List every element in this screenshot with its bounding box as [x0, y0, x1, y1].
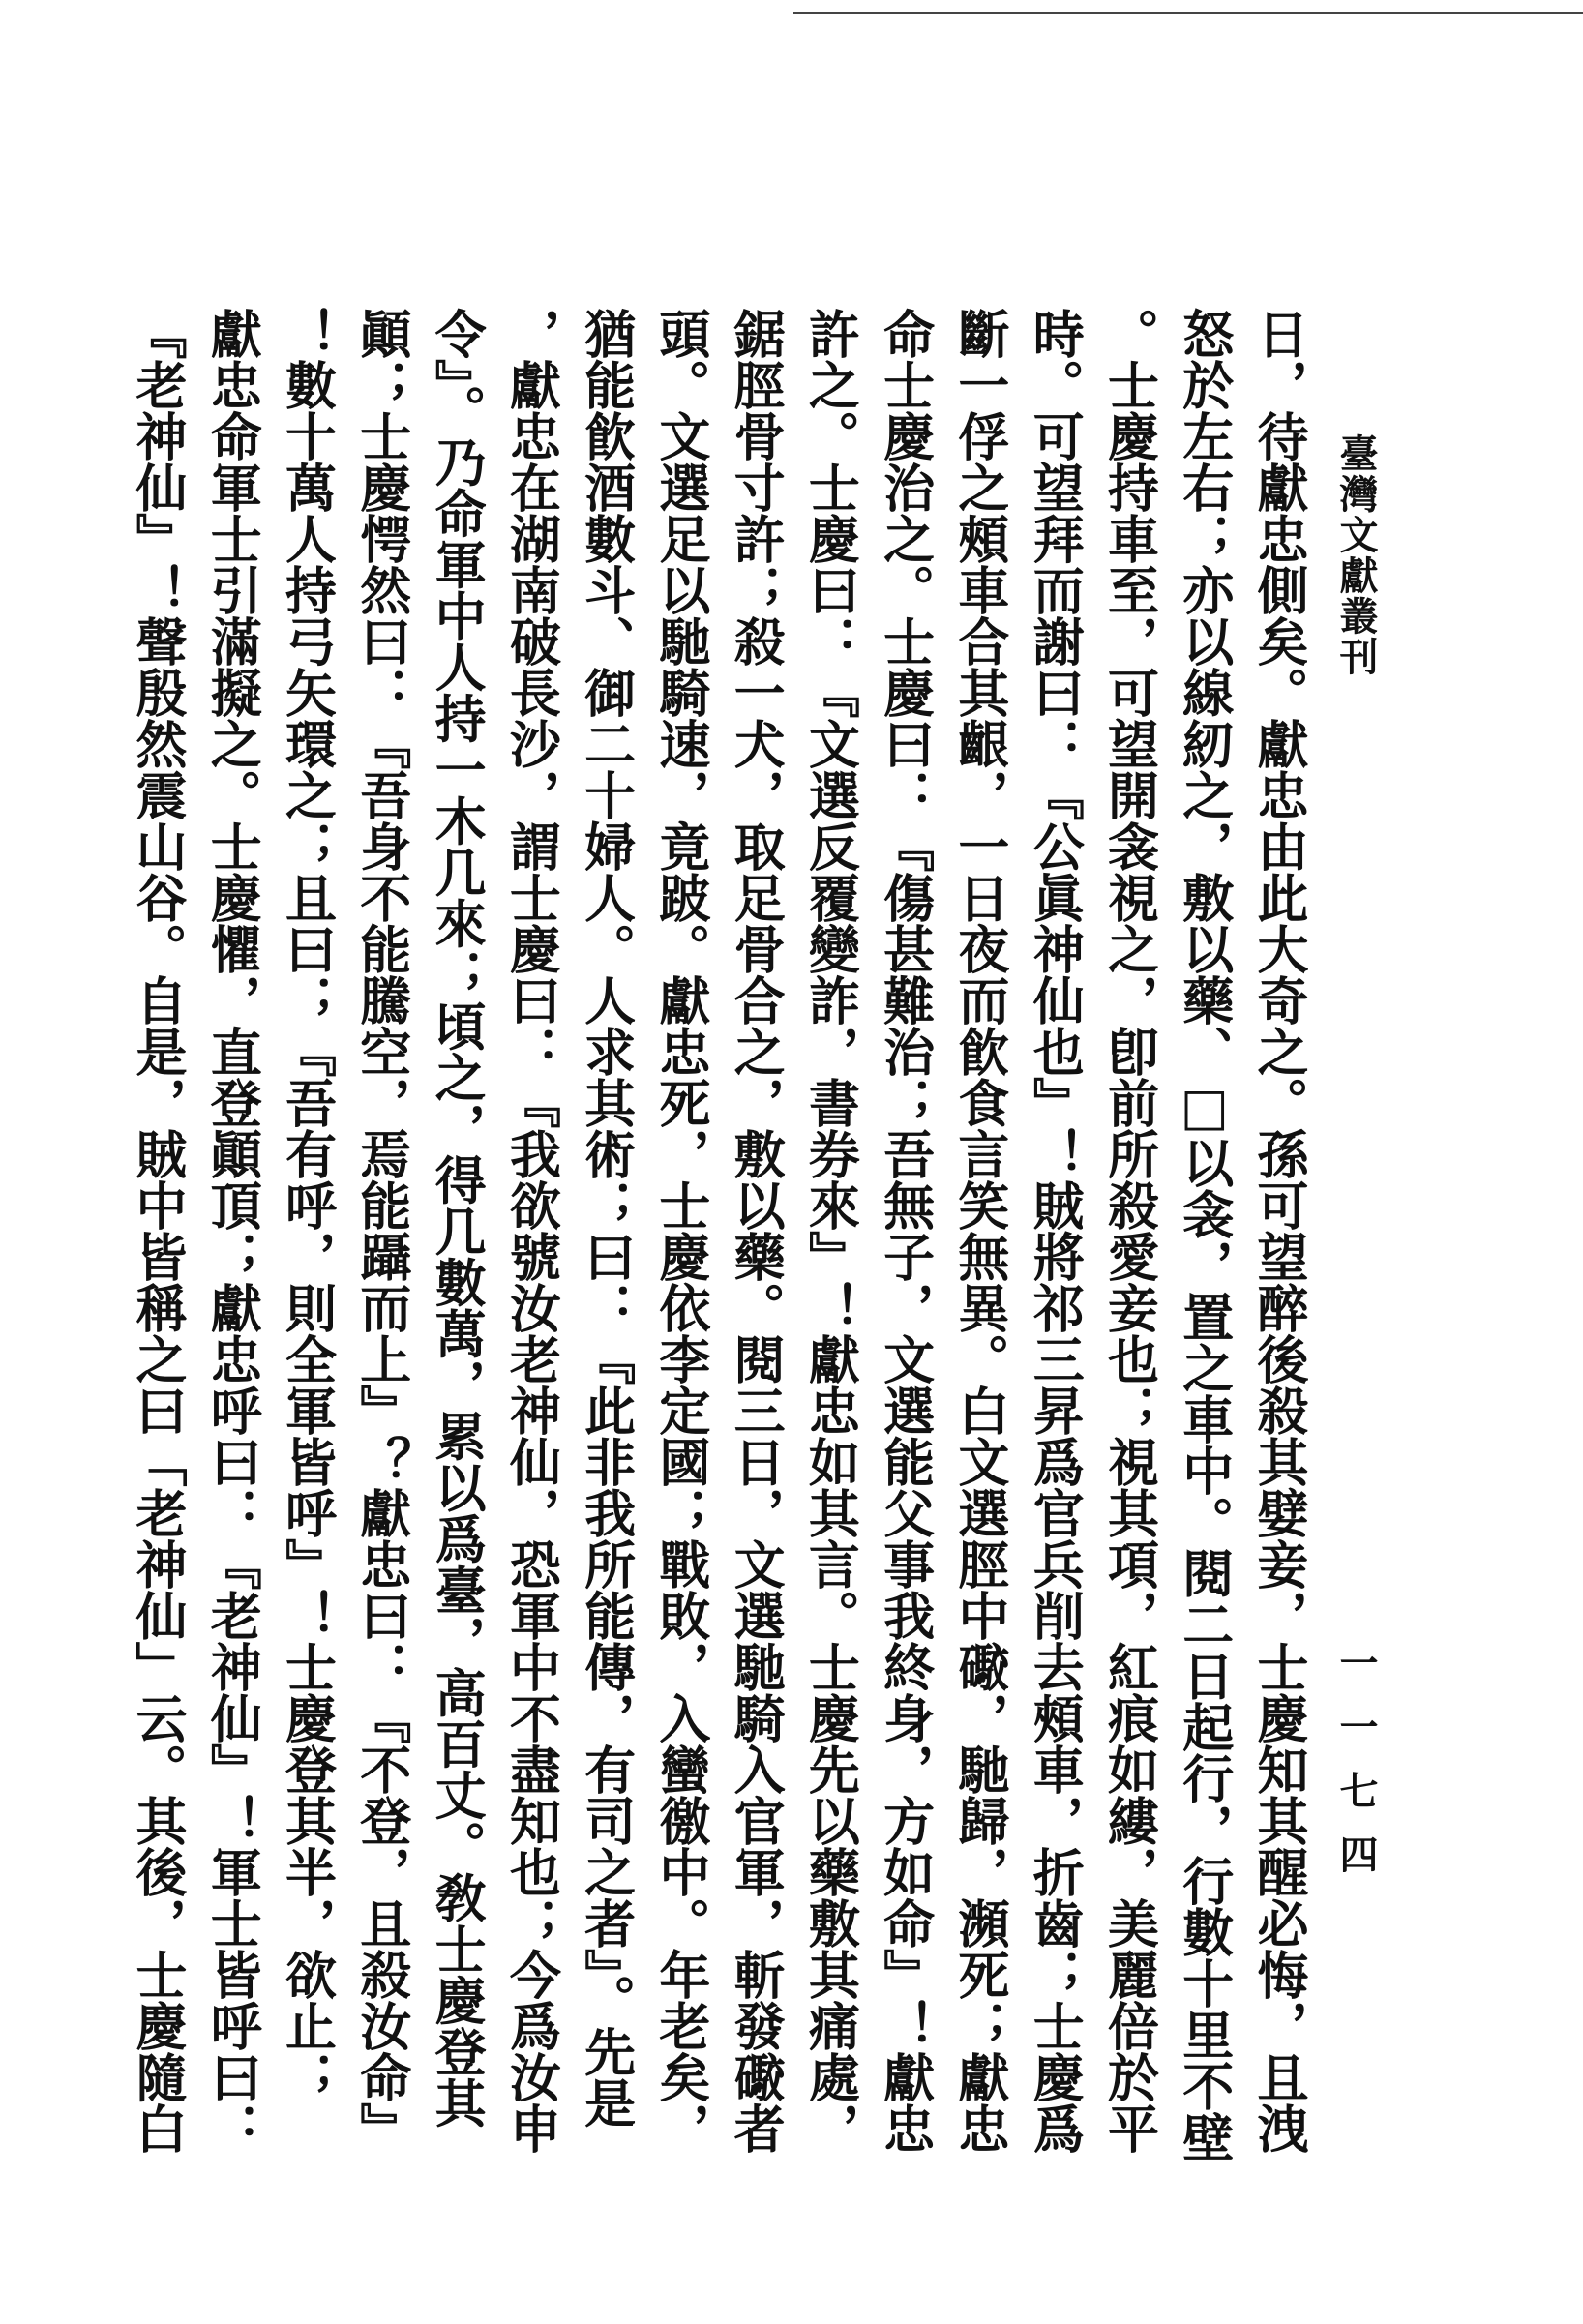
body-text [126, 308, 1311, 2219]
text-column: 命士慶治之。士慶曰：『傷甚難治；吾無子，文選能父事我終身，方如命』！獻忠 [875, 308, 936, 2154]
text-column: 時。可望拜而謝曰：『公眞神仙也』！賊將祁三昇爲官兵削去頰車，折齒；士慶爲 [1025, 308, 1086, 2154]
text-column: 斷一俘之頰車合其齦，一日夜而飮食言笑無異。白文選脛中礮，馳歸，瀕死；獻忠 [949, 308, 1010, 2154]
series-title: 臺灣文獻叢刊 [1333, 433, 1379, 677]
running-header [1330, 433, 1389, 2030]
text-column: 頭。文選足以馳騎速，竟跛。獻忠死，士慶依李定國；戰敗，入蠻徼中。年老矣， [650, 308, 711, 2154]
top-rule [793, 12, 1583, 14]
text-column: 鋸脛骨寸許；殺一犬，取足骨合之，敷以藥。閱三日，文選馳騎入官軍，斬發礮者 [726, 308, 787, 2154]
text-column: 怒於左右；亦以線紉之，敷以藥、□以衾，置之車中。閱二日起行，行數十里不壁 [1174, 308, 1235, 2162]
text-column: ，獻忠在湖南破長沙，謂士慶曰：『我欲號汝老神仙，恐軍中不盡知也；今爲汝申 [501, 308, 562, 2154]
text-column: 許之。士慶曰：『文選反覆變詐，書券來』！獻忠如其言。士慶先以藥敷其痛處， [800, 308, 861, 2154]
text-column: ！數十萬人持弓矢環之；且曰；『吾有呼，則全軍皆呼』！士慶登其半，欲止； [277, 308, 338, 2102]
text-column: 『老神仙』！聲殷然震山谷。自是，賊中皆稱之曰「老神仙」云。其後，士慶隨白 [128, 308, 188, 2154]
text-column: 獻忠命軍士引滿擬之。士慶懼，直登顚頂；獻忠呼曰：『老神仙』！軍士皆呼曰： [202, 308, 263, 2154]
text-column: 日，待獻忠側矣。獻忠由此大奇之。孫可望醉後殺其嬖妾，士慶知其醒必悔，且洩 [1248, 308, 1309, 2154]
text-column: 。士慶持車至，可望開衾視之，卽前所殺愛妾也；視其項，紅痕如縷，美麗倍於平 [1099, 308, 1160, 2154]
text-column: 令』。乃命軍中人持一木几來；頃之，得几數萬，累以爲臺，高百丈。敎士慶登其 [427, 308, 488, 2129]
text-column: 顚；士慶愕然曰：『吾身不能騰空，焉能躡而上』？獻忠曰：『不登，且殺汝命』 [351, 308, 412, 2154]
text-column: 猶能飮酒數斗、御二十婦人。人求其術；曰：『此非我所能傳，有司之者』。先是 [576, 308, 637, 2129]
page-number: 一一七四 [1333, 1643, 1379, 1898]
